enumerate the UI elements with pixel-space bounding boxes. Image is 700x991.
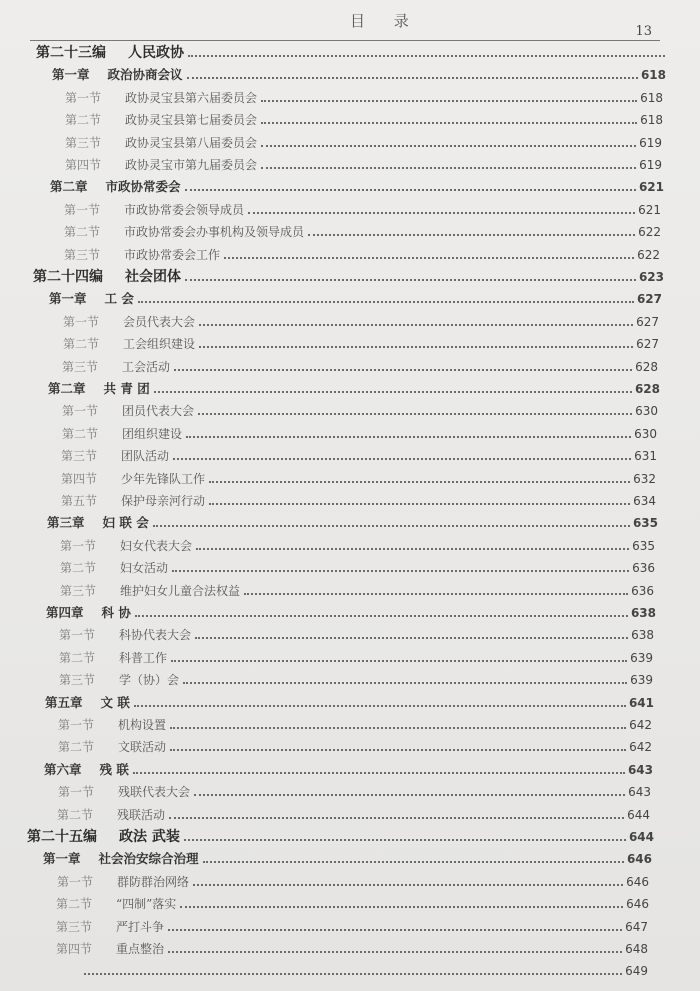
toc-entry-page: 622 [638,225,661,240]
toc-entry-jie [56,936,648,958]
dot-leader [248,211,635,214]
dot-leader [199,323,633,326]
dot-leader [174,368,632,371]
toc-entry-title: 社会团体 [125,269,181,285]
dot-leader [198,412,632,415]
toc-entry-title: 残 联 [99,761,129,777]
dot-leader [244,592,628,595]
toc-entry-title: “四制”落实 [116,897,177,912]
toc-entry-number: 第二节 [65,113,102,128]
toc-entry-title: 政法 武装 [119,829,180,845]
toc-entry-zhang [45,690,654,712]
toc-entry-title: 妇女代表大会 [120,538,193,553]
toc-entry-jie [59,667,653,689]
toc-entry-title: 社会治安综合治理 [98,851,199,867]
toc-entry-number: 第三节 [61,449,98,464]
toc-entry-number: 第二节 [60,561,97,576]
toc-entry-page: 618 [640,113,663,128]
toc-entry-jie [64,197,661,219]
toc-entry-jie [60,533,655,555]
toc-entry-jie [58,712,652,734]
dot-leader [203,860,624,863]
toc-entry-title: 残联活动 [117,807,166,822]
toc-entry-zhang [49,286,662,308]
toc-entry-title: 政协灵宝县第八届委员会 [125,135,258,150]
toc-entry-number: 第三章 [47,515,85,531]
toc-entry-page: 621 [638,202,661,217]
toc-entry-page: 628 [634,382,660,396]
toc-entry-page: 627 [636,314,659,329]
toc-entry-page: 635 [632,516,658,531]
dot-leader [188,54,665,57]
dot-leader [185,278,636,281]
toc-entry-zhang [46,600,656,622]
toc-entry-page: 644 [627,807,650,822]
dot-leader [224,256,634,259]
toc-entry-jie [65,107,663,129]
toc-entry-title: 市政协常委会领导成员 [124,202,245,217]
toc-entry-page: 630 [634,426,657,441]
toc-entry-page: 636 [632,561,655,576]
toc-entry-title: 工 会 [104,291,134,307]
toc-entry-zhang [50,174,664,196]
toc-entry-jie [59,622,654,644]
toc-entry-page: 646 [626,874,649,889]
toc-entry-page: 635 [632,538,655,553]
toc-entry-number: 第一节 [57,874,94,889]
toc-entry-page: 641 [628,695,654,710]
toc-entry-number: 第四章 [46,605,84,620]
toc-entry-jie [63,309,659,331]
toc-entry-zhang [47,510,658,532]
toc-entry-jie [63,331,659,353]
toc-entry-number: 第四节 [61,471,98,486]
header-title: 目 录 [350,12,421,30]
toc-entry-number: 第三节 [56,919,93,934]
toc-entry-number: 第一节 [58,718,95,732]
toc-entry-number: 第五节 [61,494,98,508]
dot-leader [196,547,629,550]
toc-entry-jie [65,85,663,107]
dot-leader [134,704,626,707]
toc-entry-page: 642 [629,718,652,732]
toc-entry-page: 630 [635,404,658,419]
toc-entry-page: 618 [640,90,663,105]
toc-entry-page: 649 [625,964,648,979]
dot-leader [261,144,636,147]
toc-entry-number: 第二十四编 [33,269,103,285]
toc-entry-number: 第二节 [59,650,96,665]
dot-leader [209,502,630,505]
dot-leader [199,345,633,348]
dot-leader [171,659,627,662]
toc-entry-bian [33,264,664,286]
toc-entry-page: 639 [630,650,653,665]
toc-entry-jie [61,488,656,510]
toc-entry-jie [62,421,657,443]
toc-entry-number: 第五章 [45,694,83,710]
dot-leader [170,726,626,729]
toc-entry-title: 严打斗争 [116,919,165,934]
toc-entry-title: 文 联 [100,694,130,710]
toc-entry-page: 623 [638,270,664,284]
dot-leader [170,748,626,751]
dot-leader [180,905,623,908]
toc-entry-number: 第三节 [60,583,97,598]
toc-entry-title: 政协灵宝县第七届委员会 [125,113,258,128]
toc-entry-page: 648 [625,942,648,956]
dot-leader [154,390,632,393]
toc-entry-number: 第一章 [52,67,90,83]
toc-entry-title: 团员代表大会 [122,404,195,419]
toc-entry-number: 第三节 [64,247,101,262]
toc-entry-page: 632 [633,471,656,486]
toc-entry-number: 第二节 [56,897,93,912]
toc-entry-jie [62,398,658,420]
toc-entry-number: 第四节 [56,942,93,956]
dot-leader [172,569,629,572]
toc-entry-title: 学（协）会 [119,673,180,688]
toc-entry-page: 618 [640,68,666,83]
toc-entry-page: 643 [628,785,651,800]
toc-entry-title: 维护妇女儿童合法权益 [120,583,241,598]
toc-entry-page: 628 [635,359,658,374]
toc-entry-number: 第一章 [49,291,87,307]
toc-entry-number: 第一节 [64,202,101,217]
toc-entry-page: 627 [636,337,659,352]
toc-entry-title: 政治协商会议 [107,67,183,83]
toc-entry-title: 团组织建设 [122,426,183,441]
dot-leader [187,76,638,79]
toc-entry-title: 科普工作 [119,650,168,665]
toc-entry-page: 643 [627,762,653,777]
toc-entry-jie [58,734,652,756]
toc-entry-number: 第二章 [48,381,86,396]
toc-entry-number: 第三节 [59,673,96,688]
toc-entry-jie [61,466,656,488]
toc-entry-page: 627 [636,292,662,307]
header-page-number: 13 [635,24,652,39]
toc-entry-page: 619 [639,135,662,150]
toc-entry-jie [56,891,649,913]
toc-entry-title: 科协代表大会 [119,628,192,643]
toc-entry-jie [56,914,648,936]
toc-entry-bian [36,40,668,62]
toc-entry-number: 第一章 [43,851,81,867]
toc-entry-number: 第一节 [60,538,97,553]
toc-entry-zhang [43,846,652,868]
toc-entry-jie [57,802,650,824]
toc-entry-jie [56,958,648,980]
table-of-contents [0,40,700,980]
dot-leader [169,816,624,819]
dot-leader [168,928,622,931]
toc-entry-number: 第一节 [58,785,95,800]
toc-entry-jie [64,242,660,264]
toc-entry-title: 人民政协 [128,45,184,61]
toc-entry-title: 工会活动 [122,359,171,374]
dot-leader [84,972,622,975]
toc-entry-number: 第四节 [65,158,102,172]
page-header [30,8,660,42]
toc-entry-page: 622 [637,247,660,262]
toc-entry-title: 机构设置 [118,718,167,732]
toc-entry-jie [62,354,658,376]
dot-leader [185,188,636,191]
dot-leader [261,166,636,169]
toc-entry-title: 保护母亲河行动 [121,494,206,508]
toc-entry-jie [58,779,651,801]
toc-entry-number: 第二节 [64,225,101,240]
toc-entry-page: 644 [628,830,654,844]
dot-leader [184,838,626,841]
dot-leader [186,435,631,438]
toc-entry-title: 政协灵宝县第六届委员会 [125,90,258,105]
toc-entry-title: 共 青 团 [103,381,150,396]
toc-entry-jie [65,152,662,174]
toc-entry-title: 会员代表大会 [123,314,196,329]
toc-entry-number: 第六章 [44,761,82,777]
toc-entry-zhang [44,757,653,779]
toc-entry-page: 631 [634,449,657,464]
toc-entry-number: 第二节 [63,337,100,352]
dot-leader [261,121,637,124]
dot-leader [195,636,628,639]
dot-leader [308,233,635,236]
dot-leader [153,524,630,527]
dot-leader [209,480,630,483]
toc-entry-title: 工会组织建设 [123,337,196,352]
dot-leader [173,457,631,460]
toc-entry-page: 634 [633,494,656,508]
toc-entry-page: 646 [626,852,652,867]
toc-entry-title: 妇女活动 [120,561,169,576]
toc-entry-number: 第一节 [62,404,99,419]
toc-entry-title: 妇 联 会 [102,515,149,531]
toc-entry-jie [65,130,662,152]
dot-leader [261,99,637,102]
toc-entry-number: 第一节 [59,628,96,643]
toc-entry-page: 642 [629,740,652,755]
toc-entry-number: 第二十五编 [27,829,97,845]
dot-leader [193,883,623,886]
toc-entry-number: 第二节 [62,426,99,441]
toc-entry-zhang [52,62,666,84]
toc-entry-page: 646 [626,897,649,912]
toc-entry-page: 639 [630,673,653,688]
toc-entry-number: 第三节 [62,359,99,374]
toc-entry-title: 群防群治网络 [117,874,190,889]
toc-entry-jie [59,645,653,667]
toc-entry-bian [27,824,654,846]
toc-entry-title: 市政协常委会办事机构及领导成员 [124,225,305,240]
toc-entry-zhang [48,376,660,398]
dot-leader [183,681,627,684]
dot-leader [133,771,625,774]
toc-entry-title: 文联活动 [118,740,167,755]
toc-entry-title: 少年先锋队工作 [121,471,206,486]
toc-entry-jie [61,443,657,465]
toc-entry-jie [64,219,661,241]
toc-entry-jie [57,869,649,891]
toc-entry-title: 科 协 [101,605,131,620]
toc-entry-number: 第二章 [50,179,88,195]
dot-leader [135,614,628,617]
dot-leader [138,300,634,303]
toc-entry-number: 第一节 [63,314,100,329]
toc-entry-page: 619 [639,158,662,172]
toc-entry-page: 636 [631,583,654,598]
toc-entry-number: 第三节 [65,135,102,150]
toc-entry-number: 第二节 [58,740,95,755]
toc-entry-jie [60,555,655,577]
toc-entry-number: 第二节 [57,807,94,822]
dot-leader [168,950,622,953]
dot-leader [194,793,625,796]
toc-entry-jie [60,578,654,600]
toc-entry-number: 第一节 [65,90,102,105]
toc-entry-page: 621 [638,180,664,195]
toc-entry-title: 市政协常委会 [105,179,181,195]
toc-entry-title: 团队活动 [121,449,170,464]
toc-entry-page: 638 [631,628,654,643]
toc-entry-title: 残联代表大会 [118,785,191,800]
toc-entry-title: 市政协常委会工作 [124,247,221,262]
toc-entry-title: 政协灵宝市第九届委员会 [125,158,258,172]
toc-entry-page: 638 [630,606,656,620]
toc-entry-title: 重点整治 [116,942,165,956]
toc-entry-number: 第二十三编 [36,45,106,61]
toc-entry-page: 647 [625,919,648,934]
